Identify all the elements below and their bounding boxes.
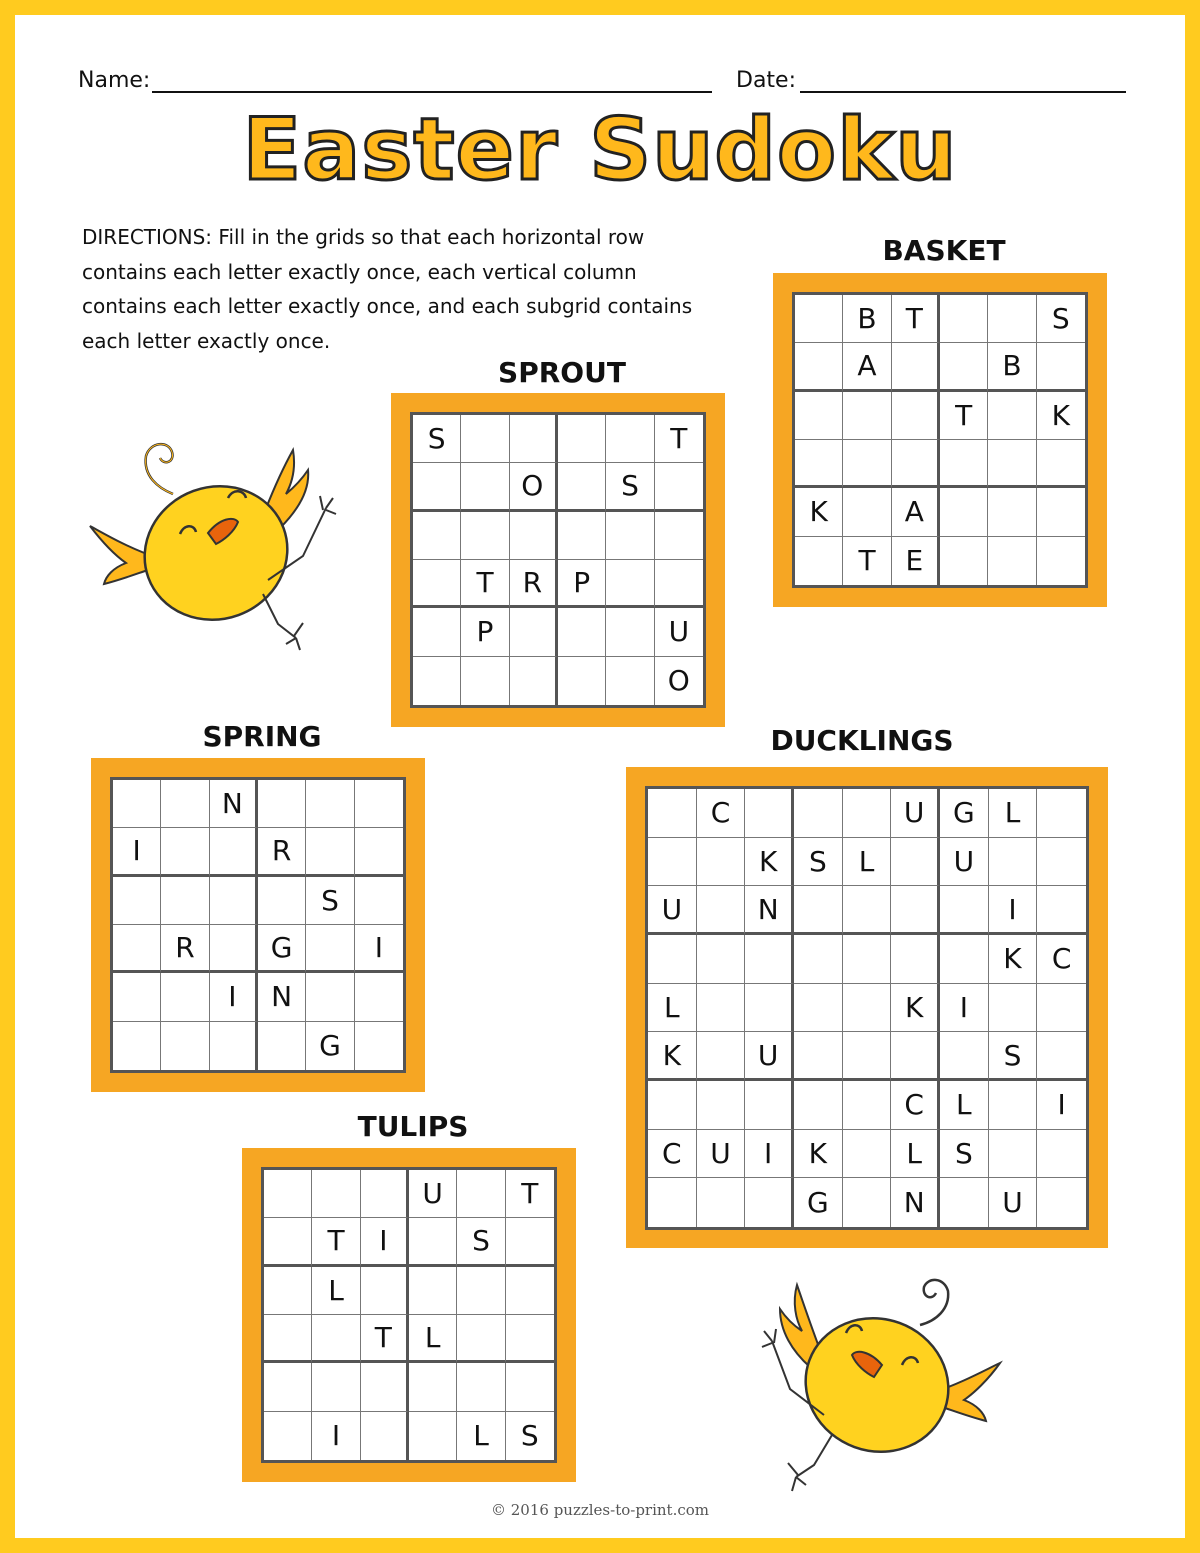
sudoku-cell[interactable]: O	[510, 463, 558, 511]
sudoku-cell[interactable]	[113, 925, 161, 973]
sudoku-cell[interactable]	[510, 415, 558, 463]
sudoku-cell[interactable]	[843, 488, 891, 536]
sudoku-cell[interactable]: L	[312, 1267, 360, 1315]
sudoku-cell[interactable]	[1037, 789, 1086, 838]
sudoku-cell[interactable]: T	[655, 415, 703, 463]
sudoku-cell[interactable]	[413, 657, 461, 705]
sudoku-cell[interactable]	[655, 512, 703, 560]
sudoku-cell[interactable]	[355, 828, 403, 876]
sudoku-cell[interactable]: T	[940, 392, 988, 440]
sudoku-cell[interactable]	[558, 657, 606, 705]
sudoku-cell[interactable]	[409, 1363, 457, 1411]
sudoku-cell[interactable]	[312, 1315, 360, 1363]
sudoku-cell[interactable]: I	[1037, 1081, 1086, 1130]
sudoku-cell[interactable]: C	[891, 1081, 940, 1130]
sudoku-cell[interactable]	[506, 1218, 554, 1266]
sudoku-cell[interactable]	[161, 1022, 209, 1070]
sudoku-cell[interactable]: T	[506, 1170, 554, 1218]
sudoku-cell[interactable]	[306, 780, 354, 828]
sudoku-cell[interactable]	[606, 657, 654, 705]
sudoku-cell[interactable]	[940, 537, 988, 585]
sudoku-cell[interactable]	[606, 608, 654, 656]
sudoku-cell[interactable]	[1037, 440, 1085, 488]
sudoku-cell[interactable]: G	[306, 1022, 354, 1070]
puzzle-board-basket	[773, 273, 1107, 607]
sudoku-cell[interactable]: R	[258, 828, 306, 876]
puzzle-title-tulips: TULIPS	[357, 1110, 469, 1143]
sudoku-cell[interactable]	[891, 935, 940, 984]
sudoku-cell[interactable]: R	[510, 560, 558, 608]
sudoku-cell[interactable]: T	[892, 295, 940, 343]
sudoku-cell[interactable]: L	[891, 1130, 940, 1179]
sudoku-cell[interactable]	[891, 886, 940, 935]
sudoku-cell[interactable]: U	[409, 1170, 457, 1218]
sudoku-cell[interactable]	[113, 1022, 161, 1070]
sudoku-cell[interactable]	[113, 780, 161, 828]
sudoku-cell[interactable]: S	[1037, 295, 1085, 343]
sudoku-cell[interactable]: O	[667, 664, 690, 698]
sudoku-cell[interactable]	[794, 984, 843, 1033]
sudoku-cell[interactable]	[843, 789, 892, 838]
sudoku-cell[interactable]: I	[940, 984, 989, 1033]
sudoku-cell[interactable]	[1037, 537, 1085, 585]
sudoku-cell[interactable]	[461, 415, 509, 463]
sudoku-cell[interactable]	[795, 392, 843, 440]
sudoku-cell[interactable]	[648, 838, 697, 887]
sudoku-cell[interactable]	[745, 984, 794, 1033]
sudoku-cell[interactable]	[892, 343, 940, 391]
chick-icon	[88, 428, 338, 668]
sudoku-cell[interactable]	[361, 1363, 409, 1411]
sudoku-cell[interactable]: U	[648, 886, 697, 935]
sudoku-cell[interactable]	[989, 1081, 1038, 1130]
sudoku-cell[interactable]: G	[258, 925, 306, 973]
sudoku-cell[interactable]: L	[940, 1081, 989, 1130]
sudoku-cell[interactable]	[606, 560, 654, 608]
sudoku-cell[interactable]	[558, 512, 606, 560]
sudoku-cell[interactable]: L	[843, 838, 892, 887]
sudoku-cell[interactable]: A	[843, 343, 891, 391]
sudoku-cell[interactable]: S	[457, 1218, 505, 1266]
sudoku-cell[interactable]	[161, 973, 209, 1021]
sudoku-cell[interactable]	[457, 1363, 505, 1411]
sudoku-cell[interactable]: N	[210, 780, 258, 828]
sudoku-cell[interactable]: K	[794, 1130, 843, 1179]
sudoku-cell[interactable]: K	[891, 984, 940, 1033]
sudoku-cell[interactable]	[697, 1178, 746, 1227]
sudoku-cell[interactable]	[988, 488, 1036, 536]
sudoku-cell[interactable]	[461, 657, 509, 705]
sudoku-cell[interactable]	[306, 925, 354, 973]
sudoku-cell[interactable]: I	[355, 925, 403, 973]
sudoku-cell[interactable]	[1037, 886, 1086, 935]
sudoku-cell[interactable]	[210, 828, 258, 876]
sudoku-cell[interactable]	[697, 935, 746, 984]
sudoku-cell[interactable]	[457, 1267, 505, 1315]
sudoku-cell[interactable]	[988, 392, 1036, 440]
sudoku-cell[interactable]: S	[606, 463, 654, 511]
sudoku-cell[interactable]	[413, 608, 461, 656]
sudoku-cell[interactable]	[843, 1178, 892, 1227]
sudoku-cell[interactable]	[940, 295, 988, 343]
sudoku-cell[interactable]: P	[558, 560, 606, 608]
sudoku-cell[interactable]	[843, 984, 892, 1033]
sudoku-cell[interactable]: A	[892, 488, 940, 536]
sudoku-cell[interactable]	[745, 935, 794, 984]
puzzle-title-sprout: SPROUT	[498, 356, 626, 389]
sudoku-cell[interactable]	[264, 1315, 312, 1363]
sudoku-cell[interactable]	[510, 512, 558, 560]
sudoku-cell[interactable]: I	[312, 1412, 360, 1460]
sudoku-cell[interactable]	[795, 537, 843, 585]
sudoku-cell[interactable]: B	[988, 343, 1036, 391]
sudoku-cell[interactable]	[794, 935, 843, 984]
sudoku-cell[interactable]	[843, 1081, 892, 1130]
sudoku-cell[interactable]: S	[413, 415, 461, 463]
date-field[interactable]	[800, 91, 1126, 93]
sudoku-cell[interactable]	[210, 1022, 258, 1070]
sudoku-cell[interactable]	[794, 1032, 843, 1081]
sudoku-cell[interactable]: G	[794, 1178, 843, 1227]
sudoku-cell[interactable]	[1037, 1178, 1086, 1227]
sudoku-cell[interactable]	[648, 789, 697, 838]
chick-icon	[752, 1265, 1012, 1505]
sudoku-cell[interactable]: K	[1037, 392, 1085, 440]
sudoku-cell[interactable]	[940, 935, 989, 984]
sudoku-cell[interactable]	[210, 925, 258, 973]
sudoku-cell[interactable]: E	[892, 537, 940, 585]
sudoku-cell[interactable]	[1037, 343, 1085, 391]
sudoku-cell[interactable]	[264, 1218, 312, 1266]
date-label: Date:	[736, 68, 796, 93]
sudoku-grid-spring	[110, 777, 406, 1073]
sudoku-cell[interactable]	[113, 973, 161, 1021]
sudoku-cell[interactable]	[795, 295, 843, 343]
sudoku-cell[interactable]	[355, 877, 403, 925]
sudoku-cell[interactable]	[1037, 984, 1086, 1033]
sudoku-cell[interactable]	[648, 1178, 697, 1227]
sudoku-cell[interactable]	[940, 1032, 989, 1081]
sudoku-cell[interactable]	[892, 392, 940, 440]
sudoku-cell[interactable]	[648, 1081, 697, 1130]
sudoku-cell[interactable]	[409, 1267, 457, 1315]
sudoku-cell[interactable]	[794, 789, 843, 838]
sudoku-cell[interactable]: U	[989, 1178, 1038, 1227]
sudoku-cell[interactable]	[1037, 1130, 1086, 1179]
sudoku-cell[interactable]	[940, 343, 988, 391]
sudoku-cell[interactable]	[1037, 838, 1086, 887]
sudoku-cell[interactable]: L	[989, 789, 1038, 838]
sudoku-cell[interactable]	[306, 828, 354, 876]
sudoku-cell[interactable]	[794, 1081, 843, 1130]
sudoku-cell[interactable]: C	[697, 789, 746, 838]
sudoku-cell[interactable]	[940, 488, 988, 536]
sudoku-cell[interactable]	[361, 1170, 409, 1218]
page-title: Easter Sudoku	[242, 100, 958, 200]
puzzle-board-sprout	[391, 393, 725, 727]
sudoku-cell[interactable]	[795, 343, 843, 391]
sudoku-cell[interactable]	[361, 1267, 409, 1315]
sudoku-cell[interactable]: T	[312, 1218, 360, 1266]
sudoku-cell[interactable]	[843, 392, 891, 440]
sudoku-cell[interactable]: C	[648, 1130, 697, 1179]
sudoku-cell[interactable]	[264, 1267, 312, 1315]
sudoku-cell[interactable]: S	[306, 877, 354, 925]
sudoku-cell[interactable]	[558, 608, 606, 656]
sudoku-cell[interactable]	[843, 1032, 892, 1081]
sudoku-cell[interactable]	[413, 512, 461, 560]
sudoku-cell[interactable]: K	[648, 1032, 697, 1081]
sudoku-cell[interactable]	[989, 838, 1038, 887]
sudoku-cell[interactable]	[161, 780, 209, 828]
sudoku-cell[interactable]	[892, 440, 940, 488]
sudoku-cell[interactable]	[558, 415, 606, 463]
sudoku-cell[interactable]: T	[843, 537, 891, 585]
sudoku-cell[interactable]	[461, 512, 509, 560]
sudoku-cell[interactable]: I	[989, 886, 1038, 935]
copyright-footer: © 2016 puzzles-to-print.com	[490, 1501, 710, 1519]
sudoku-cell[interactable]	[264, 1412, 312, 1460]
sudoku-cell[interactable]: G	[940, 789, 989, 838]
sudoku-cell[interactable]: N	[258, 973, 306, 1021]
sudoku-cell[interactable]	[510, 608, 558, 656]
sudoku-cell[interactable]: K	[795, 488, 843, 536]
sudoku-cell[interactable]: I	[113, 828, 161, 876]
sudoku-cell[interactable]	[264, 1363, 312, 1411]
sudoku-cell[interactable]: U	[891, 789, 940, 838]
sudoku-cell[interactable]: U	[655, 608, 703, 656]
sudoku-cell[interactable]	[258, 780, 306, 828]
sudoku-cell[interactable]	[361, 1412, 409, 1460]
sudoku-cell[interactable]: S	[520, 1419, 539, 1453]
sudoku-cell[interactable]	[988, 295, 1036, 343]
sudoku-cell[interactable]	[648, 935, 697, 984]
sudoku-cell[interactable]	[655, 463, 703, 511]
sudoku-cell[interactable]: N	[891, 1178, 940, 1227]
sudoku-cell[interactable]	[655, 560, 703, 608]
sudoku-cell[interactable]	[413, 560, 461, 608]
sudoku-cell[interactable]: L	[409, 1315, 457, 1363]
sudoku-cell[interactable]	[558, 463, 606, 511]
sudoku-cell[interactable]	[409, 1218, 457, 1266]
sudoku-cell[interactable]	[843, 886, 892, 935]
sudoku-cell[interactable]: S	[794, 838, 843, 887]
sudoku-cell[interactable]	[843, 1130, 892, 1179]
sudoku-cell[interactable]	[264, 1170, 312, 1218]
sudoku-cell[interactable]	[697, 984, 746, 1033]
sudoku-cell[interactable]	[506, 1267, 554, 1315]
sudoku-cell[interactable]	[940, 1178, 989, 1227]
sudoku-cell[interactable]	[745, 1178, 794, 1227]
puzzle-title-ducklings: DUCKLINGS	[770, 724, 954, 757]
sudoku-cell[interactable]	[355, 973, 403, 1021]
sudoku-cell[interactable]: U	[940, 838, 989, 887]
sudoku-cell[interactable]	[258, 877, 306, 925]
sudoku-cell[interactable]: S	[989, 1032, 1038, 1081]
sudoku-cell[interactable]: I	[210, 973, 258, 1021]
sudoku-cell[interactable]	[989, 984, 1038, 1033]
sudoku-cell[interactable]: T	[461, 560, 509, 608]
sudoku-cell[interactable]	[843, 935, 892, 984]
sudoku-cell[interactable]	[409, 1412, 457, 1460]
sudoku-cell[interactable]: U	[697, 1130, 746, 1179]
sudoku-cell[interactable]: S	[940, 1130, 989, 1179]
sudoku-cell[interactable]	[457, 1315, 505, 1363]
sudoku-cell[interactable]	[697, 1032, 746, 1081]
puzzle-board-tulips	[242, 1148, 576, 1482]
sudoku-cell[interactable]	[210, 877, 258, 925]
sudoku-cell[interactable]: I	[361, 1218, 409, 1266]
sudoku-cell[interactable]	[113, 877, 161, 925]
sudoku-cell[interactable]: B	[843, 295, 891, 343]
sudoku-cell[interactable]: R	[161, 925, 209, 973]
sudoku-cell[interactable]	[697, 838, 746, 887]
sudoku-cell[interactable]	[606, 512, 654, 560]
sudoku-cell[interactable]	[355, 1022, 403, 1070]
sudoku-cell[interactable]: L	[457, 1412, 505, 1460]
sudoku-cell[interactable]	[989, 1130, 1038, 1179]
sudoku-cell[interactable]	[988, 440, 1036, 488]
sudoku-cell[interactable]	[697, 886, 746, 935]
sudoku-cell[interactable]: T	[361, 1315, 409, 1363]
sudoku-cell[interactable]	[258, 1022, 306, 1070]
sudoku-cell[interactable]	[312, 1363, 360, 1411]
sudoku-cell[interactable]	[940, 440, 988, 488]
sudoku-cell[interactable]	[1037, 1032, 1086, 1081]
sudoku-cell[interactable]	[697, 1081, 746, 1130]
sudoku-cell[interactable]	[461, 463, 509, 511]
sudoku-cell[interactable]	[745, 1081, 794, 1130]
sudoku-cell[interactable]	[506, 1315, 554, 1363]
sudoku-cell[interactable]	[1037, 488, 1085, 536]
sudoku-grid-tulips	[261, 1167, 557, 1463]
sudoku-cell[interactable]	[355, 780, 403, 828]
sudoku-grid-basket	[792, 292, 1088, 588]
sudoku-cell[interactable]	[940, 886, 989, 935]
sudoku-cell[interactable]	[988, 537, 1036, 585]
sudoku-cell[interactable]	[510, 657, 558, 705]
sudoku-cell[interactable]: I	[745, 1130, 794, 1179]
sudoku-cell[interactable]	[891, 838, 940, 887]
sudoku-cell[interactable]: N	[745, 886, 794, 935]
puzzle-title-spring: SPRING	[202, 720, 322, 753]
sudoku-cell[interactable]	[457, 1170, 505, 1218]
name-field[interactable]	[152, 91, 712, 93]
name-label: Name:	[78, 68, 151, 93]
sudoku-cell[interactable]: K	[989, 935, 1038, 984]
sudoku-cell[interactable]	[306, 973, 354, 1021]
puzzle-board-ducklings	[626, 767, 1108, 1248]
sudoku-cell[interactable]: C	[1037, 935, 1086, 984]
directions-text: DIRECTIONS: Fill in the grids so that each horizontal row contains each letter exactly once, each vertical column contains each letter exactly once, and each subgrid contains each letter exactly once.	[82, 225, 693, 353]
puzzle-title-basket: BASKET	[882, 234, 1006, 267]
sudoku-grid-sprout	[410, 412, 706, 708]
sudoku-cell[interactable]	[795, 440, 843, 488]
sudoku-cell[interactable]: P	[461, 608, 509, 656]
sudoku-cell[interactable]	[506, 1363, 554, 1411]
sudoku-cell[interactable]	[312, 1170, 360, 1218]
sudoku-cell[interactable]	[891, 1032, 940, 1081]
sudoku-cell[interactable]	[843, 440, 891, 488]
sudoku-cell[interactable]	[745, 789, 794, 838]
sudoku-cell[interactable]: K	[745, 838, 794, 887]
sudoku-cell[interactable]: U	[745, 1032, 794, 1081]
sudoku-cell[interactable]	[161, 877, 209, 925]
sudoku-cell[interactable]	[413, 463, 461, 511]
sudoku-cell[interactable]: L	[648, 984, 697, 1033]
sudoku-cell[interactable]	[161, 828, 209, 876]
puzzle-board-spring	[91, 758, 425, 1092]
sudoku-cell[interactable]	[794, 886, 843, 935]
sudoku-cell[interactable]	[606, 415, 654, 463]
sudoku-grid-ducklings	[645, 786, 1089, 1230]
